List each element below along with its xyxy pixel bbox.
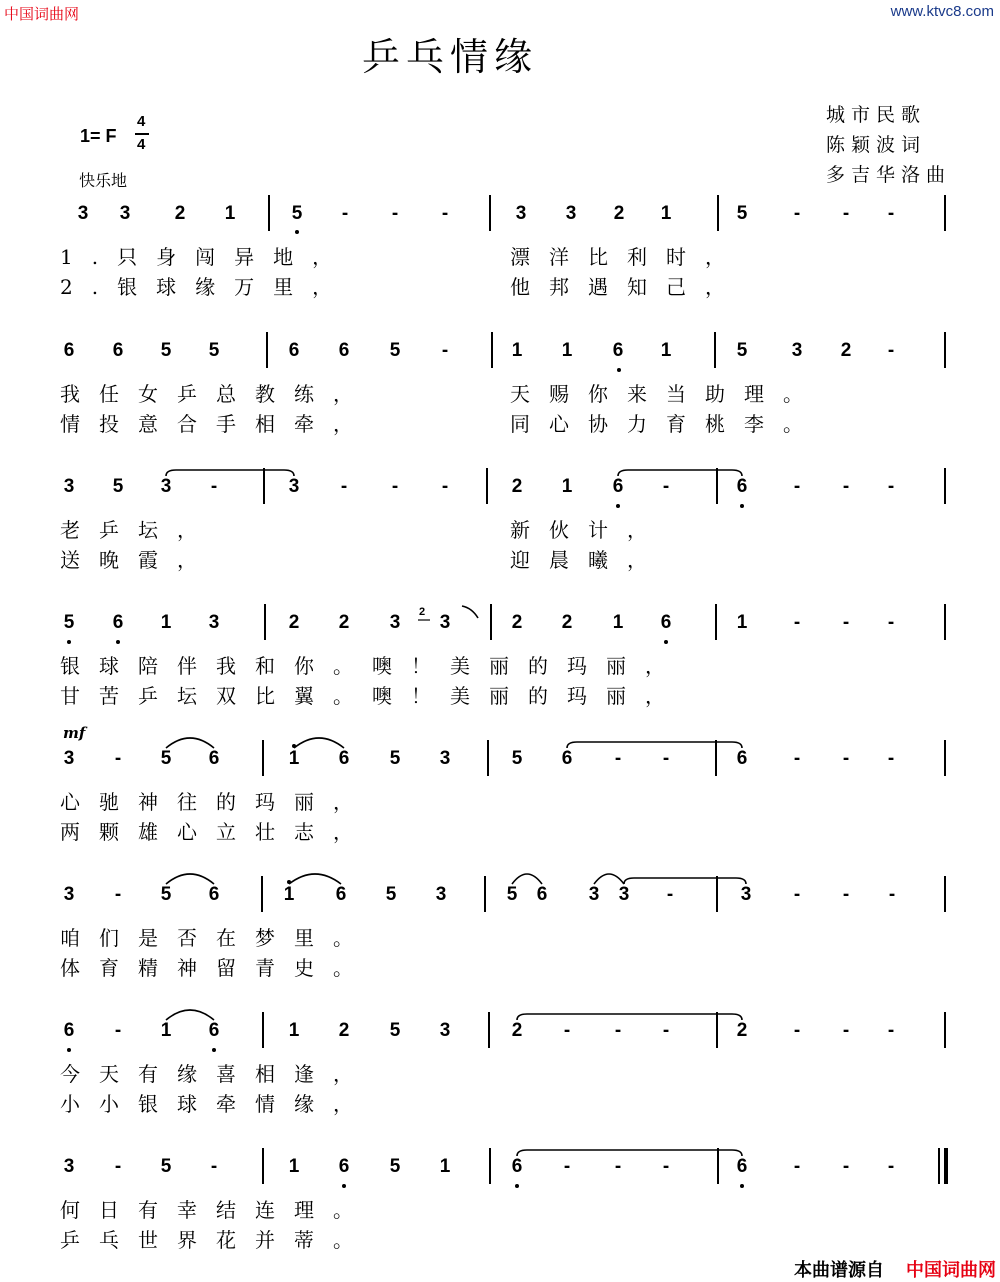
note: 1 bbox=[736, 612, 748, 633]
note: 5 bbox=[389, 748, 401, 769]
lyric-line-1: 1.只身闯异地， bbox=[60, 245, 352, 269]
dash-mark: - bbox=[563, 1020, 571, 1041]
dash-mark: - bbox=[887, 340, 895, 361]
dash-mark: - bbox=[210, 476, 218, 497]
note: 3 bbox=[435, 884, 447, 905]
note: 3 bbox=[160, 476, 172, 497]
dash-mark: - bbox=[662, 1020, 670, 1041]
watermark-left: 中国词曲网 bbox=[4, 6, 80, 23]
note: 1 bbox=[660, 340, 672, 361]
dash-mark: - bbox=[887, 476, 895, 497]
tie bbox=[517, 1150, 742, 1156]
dash-mark: - bbox=[341, 203, 349, 224]
dash-mark: - bbox=[662, 1156, 670, 1177]
note: 1 bbox=[288, 748, 300, 769]
time-signature-den: 4 bbox=[137, 136, 146, 153]
note: 5 bbox=[160, 340, 172, 361]
note: 2 bbox=[511, 612, 523, 633]
note: 1 bbox=[612, 612, 624, 633]
lyric-line-1: 天赐你来当助理。 bbox=[510, 382, 822, 406]
note: 6 bbox=[112, 612, 124, 633]
note: 2 bbox=[174, 203, 186, 224]
slur bbox=[294, 738, 344, 748]
note: 3 bbox=[588, 884, 600, 905]
note: 2 bbox=[561, 612, 573, 633]
dash-mark: - bbox=[793, 1020, 801, 1041]
dash-mark: - bbox=[842, 884, 850, 905]
note: 3 bbox=[791, 340, 803, 361]
key-signature: 1= F bbox=[80, 126, 117, 146]
note: 6 bbox=[736, 1156, 748, 1177]
note: 5 bbox=[506, 884, 518, 905]
slur bbox=[166, 738, 214, 748]
note: 5 bbox=[389, 1156, 401, 1177]
dash-mark: - bbox=[887, 612, 895, 633]
note: 2 bbox=[338, 612, 350, 633]
note: 1 bbox=[561, 476, 573, 497]
note: 3 bbox=[618, 884, 630, 905]
lyric-line-1: 我任女乒总教练， bbox=[60, 382, 372, 406]
dash-mark: - bbox=[793, 612, 801, 633]
note: 2 bbox=[511, 1020, 523, 1041]
note: 3 bbox=[389, 612, 401, 633]
note: 2 bbox=[338, 1020, 350, 1041]
note: 1 bbox=[160, 612, 172, 633]
lyric-line-2: 体育精神留青史。 bbox=[60, 956, 372, 980]
tie bbox=[517, 1014, 742, 1020]
note: 3 bbox=[439, 612, 451, 633]
tie bbox=[567, 742, 742, 748]
lyric-line-1: 新伙计， bbox=[510, 518, 666, 542]
note: 6 bbox=[736, 748, 748, 769]
note: 3 bbox=[63, 748, 75, 769]
dash-mark: - bbox=[441, 340, 449, 361]
dash-mark: - bbox=[210, 1156, 218, 1177]
dash-mark: - bbox=[614, 1156, 622, 1177]
slur bbox=[594, 874, 624, 884]
dash-mark: - bbox=[441, 476, 449, 497]
lyric-line-1: 银球陪伴我和你。噢！美丽的玛丽， bbox=[60, 654, 684, 678]
dash-mark: - bbox=[842, 612, 850, 633]
note: 6 bbox=[511, 1156, 523, 1177]
note: 2 bbox=[613, 203, 625, 224]
dash-mark: - bbox=[887, 203, 895, 224]
lyric-line-1: 漂洋比利时， bbox=[510, 245, 744, 269]
note: 5 bbox=[385, 884, 397, 905]
tempo-marking: 快乐地 bbox=[79, 171, 128, 190]
note: 6 bbox=[612, 476, 624, 497]
tie bbox=[166, 470, 294, 476]
lyric-line-2: 甘苦乒坛双比翼。噢！美丽的玛丽， bbox=[60, 684, 684, 708]
note: 3 bbox=[63, 1156, 75, 1177]
note: 6 bbox=[63, 1020, 75, 1041]
lyric-line-2: 两颗雄心立壮志， bbox=[60, 820, 372, 844]
lyric-line-2: 2.银球缘万里， bbox=[60, 275, 352, 299]
source-site: 中国词曲网 bbox=[906, 1260, 996, 1281]
credit-genre: 城市民歌 bbox=[826, 104, 927, 126]
dynamic-mf: mf bbox=[63, 724, 86, 742]
note: 3 bbox=[565, 203, 577, 224]
tie bbox=[618, 470, 742, 476]
slur bbox=[166, 1010, 214, 1020]
note: 3 bbox=[63, 476, 75, 497]
note: 1 bbox=[439, 1156, 451, 1177]
note: 5 bbox=[736, 203, 748, 224]
note: 5 bbox=[291, 203, 303, 224]
note: 3 bbox=[77, 203, 89, 224]
note: 6 bbox=[338, 340, 350, 361]
dash-mark: - bbox=[114, 884, 122, 905]
grace-note: 2 bbox=[419, 606, 426, 618]
note: 5 bbox=[389, 340, 401, 361]
dash-mark: - bbox=[842, 203, 850, 224]
dash-mark: - bbox=[793, 884, 801, 905]
note: 6 bbox=[208, 748, 220, 769]
note: 5 bbox=[208, 340, 220, 361]
slur bbox=[512, 874, 542, 884]
dash-mark: - bbox=[114, 1156, 122, 1177]
dash-mark: - bbox=[441, 203, 449, 224]
dash-mark: - bbox=[842, 476, 850, 497]
note: 3 bbox=[63, 884, 75, 905]
note: 1 bbox=[561, 340, 573, 361]
note: 3 bbox=[740, 884, 752, 905]
dash-mark: - bbox=[793, 1156, 801, 1177]
note: 6 bbox=[338, 1156, 350, 1177]
lyric-line-2: 情投意合手相牵， bbox=[60, 412, 372, 436]
note: 1 bbox=[283, 884, 295, 905]
lyric-line-1: 咱们是否在梦里。 bbox=[60, 926, 372, 950]
grace-slur bbox=[462, 606, 478, 618]
note: 3 bbox=[439, 1020, 451, 1041]
note: 6 bbox=[208, 884, 220, 905]
note: 5 bbox=[63, 612, 75, 633]
lyric-line-2: 他邦遇知己， bbox=[510, 275, 744, 299]
dash-mark: - bbox=[340, 476, 348, 497]
note: 3 bbox=[515, 203, 527, 224]
dash-mark: - bbox=[614, 1020, 622, 1041]
lyric-line-2: 迎晨曦， bbox=[510, 548, 666, 572]
note: 6 bbox=[335, 884, 347, 905]
tie bbox=[624, 878, 746, 884]
note: 6 bbox=[112, 340, 124, 361]
slur bbox=[166, 874, 214, 884]
note: 6 bbox=[660, 612, 672, 633]
note: 2 bbox=[511, 476, 523, 497]
time-signature-num: 4 bbox=[137, 113, 146, 130]
lyric-line-2: 小小银球牵情缘， bbox=[60, 1092, 372, 1116]
lyric-line-1: 心驰神往的玛丽， bbox=[60, 790, 372, 814]
lyric-line-2: 送晚霞， bbox=[60, 548, 216, 572]
dash-mark: - bbox=[887, 1020, 895, 1041]
dash-mark: - bbox=[887, 1156, 895, 1177]
note: 6 bbox=[63, 340, 75, 361]
note: 6 bbox=[612, 340, 624, 361]
note: 1 bbox=[511, 340, 523, 361]
dash-mark: - bbox=[842, 748, 850, 769]
note: 6 bbox=[736, 476, 748, 497]
dash-mark: - bbox=[662, 748, 670, 769]
credit-lyricist: 陈颖波词 bbox=[826, 134, 927, 156]
note: 2 bbox=[840, 340, 852, 361]
note: 5 bbox=[160, 884, 172, 905]
note: 3 bbox=[208, 612, 220, 633]
credit-composer: 多吉华洛曲 bbox=[826, 164, 952, 186]
dash-mark: - bbox=[114, 1020, 122, 1041]
note: 1 bbox=[288, 1156, 300, 1177]
dash-mark: - bbox=[887, 748, 895, 769]
lyric-line-2: 同心协力育桃李。 bbox=[510, 412, 822, 436]
dash-mark: - bbox=[888, 884, 896, 905]
note: 5 bbox=[736, 340, 748, 361]
lyric-line-1: 老乒坛， bbox=[60, 518, 216, 542]
dash-mark: - bbox=[793, 748, 801, 769]
slur bbox=[289, 874, 341, 884]
note: 3 bbox=[439, 748, 451, 769]
note: 3 bbox=[119, 203, 131, 224]
dash-mark: - bbox=[391, 203, 399, 224]
note: 2 bbox=[736, 1020, 748, 1041]
note: 1 bbox=[224, 203, 236, 224]
watermark-right: www.ktvc8.com bbox=[890, 3, 994, 20]
song-title: 乒乓情缘 bbox=[362, 35, 539, 79]
dash-mark: - bbox=[563, 1156, 571, 1177]
note: 5 bbox=[160, 748, 172, 769]
dash-mark: - bbox=[793, 476, 801, 497]
dash-mark: - bbox=[793, 203, 801, 224]
note: 5 bbox=[511, 748, 523, 769]
note: 6 bbox=[536, 884, 548, 905]
note: 5 bbox=[389, 1020, 401, 1041]
dash-mark: - bbox=[842, 1020, 850, 1041]
dash-mark: - bbox=[391, 476, 399, 497]
lyric-line-2: 乒乓世界花并蒂。 bbox=[60, 1228, 372, 1252]
source-label: 本曲谱源自 bbox=[794, 1260, 884, 1281]
note: 6 bbox=[208, 1020, 220, 1041]
dash-mark: - bbox=[666, 884, 674, 905]
note: 2 bbox=[288, 612, 300, 633]
lyric-line-1: 何日有幸结连理。 bbox=[60, 1198, 372, 1222]
note: 5 bbox=[112, 476, 124, 497]
dash-mark: - bbox=[614, 748, 622, 769]
note: 1 bbox=[160, 1020, 172, 1041]
note: 3 bbox=[288, 476, 300, 497]
note: 6 bbox=[561, 748, 573, 769]
note: 1 bbox=[288, 1020, 300, 1041]
note: 5 bbox=[160, 1156, 172, 1177]
note: 6 bbox=[288, 340, 300, 361]
note: 6 bbox=[338, 748, 350, 769]
lyric-line-1: 今天有缘喜相逢， bbox=[60, 1062, 372, 1086]
dash-mark: - bbox=[842, 1156, 850, 1177]
note: 1 bbox=[660, 203, 672, 224]
dash-mark: - bbox=[662, 476, 670, 497]
dash-mark: - bbox=[114, 748, 122, 769]
